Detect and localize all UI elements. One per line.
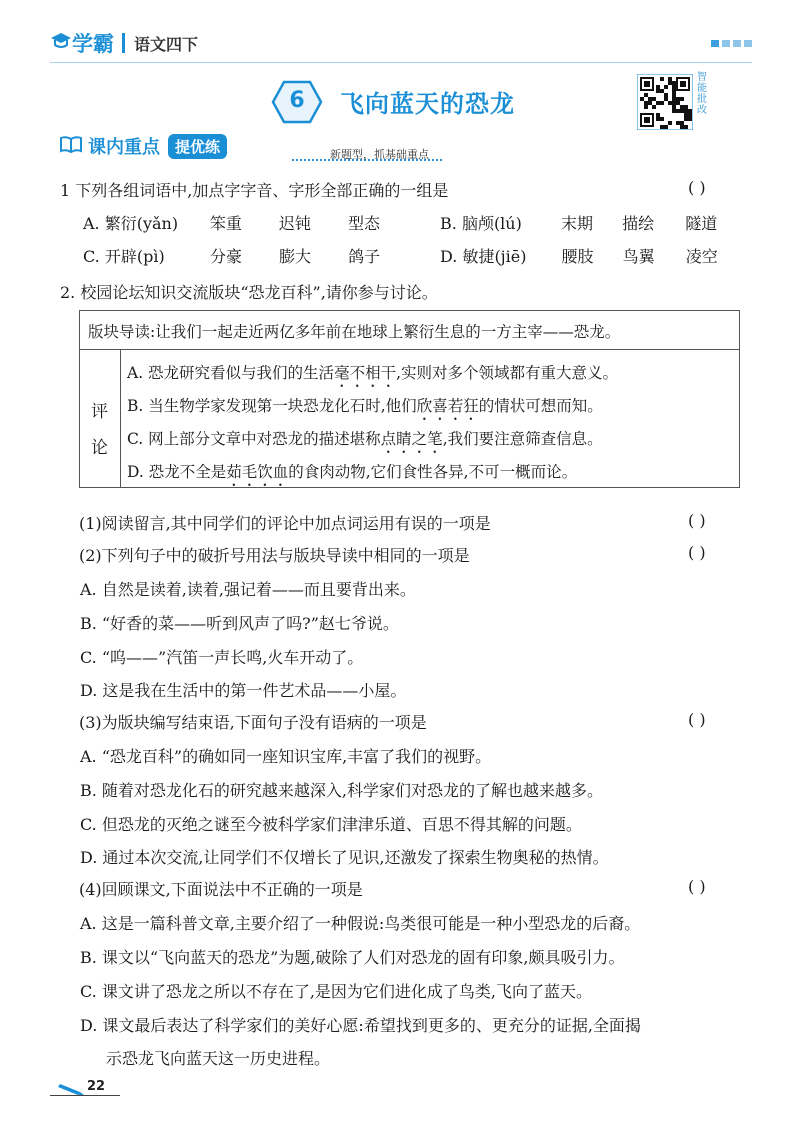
subject-label: 语文四下 [134, 34, 199, 54]
lesson-number: 6 [289, 88, 305, 113]
qr-code-icon[interactable] [637, 74, 693, 130]
q1-option-c: C. 开辟(pì) 分豪 膨大 鸽子 [83, 247, 381, 266]
section-title: 课内重点 [88, 137, 160, 158]
qr-caption: 智能批改 [697, 72, 707, 116]
page-number: 22 [87, 1079, 106, 1094]
q2-sub4-option-d: D. 课文最后表达了科学家们的美好心愿:希望找到更多的、更充分的证据,全面揭 [80, 1016, 641, 1035]
q2-sub2-option-a: A. 自然是读着,读着,强记着——而且要背出来。 [80, 580, 416, 599]
forum-comment-table [79, 310, 740, 488]
header-decoration [711, 40, 752, 47]
section-header [60, 132, 227, 160]
q2-sub2-answer-paren[interactable]: ( ) [688, 543, 706, 562]
q2-sub3-option-b: B. 随着对恐龙化石的研究越来越深入,科学家们对恐龙的了解也越来越多。 [80, 781, 604, 800]
q2-sub4-option-d-continued: 示恐龙飞向蓝天这一历史进程。 [106, 1049, 331, 1068]
pencil-icon [58, 1080, 84, 1100]
q2-sub3-option-d: D. 通过本次交流,让同学们不仅增长了见识,还激发了探索生物奥秘的热情。 [80, 848, 609, 867]
q2-sub2-stem: (2)下列句子中的破折号用法与版块导读中相同的一项是 [79, 546, 470, 565]
brand-divider [122, 33, 125, 53]
q1-option-a: A. 繁衍(yǎn) 笨重 迟钝 型态 [83, 214, 381, 233]
q2-sub3-option-c: C. 但恐龙的灭绝之谜至今被科学家们津津乐道、百思不得其解的问题。 [80, 815, 582, 834]
section-badge: 提优练 [168, 134, 227, 159]
q2-sub4-option-a: A. 这是一篇科普文章,主要介绍了一种假说:鸟类很可能是一种小型恐龙的后裔。 [80, 914, 641, 933]
forum-intro: 版块导读:让我们一起走近两亿多年前在地球上繁衍生息的一方主宰——恐龙。 [88, 323, 621, 341]
comment-d: D. 恐龙不全是茹毛饮血的食肉动物,它们食性各异,不可一概而论。 [127, 463, 578, 481]
q2-sub4-option-b: B. 课文以“飞向蓝天的恐龙”为题,破除了人们对恐龙的固有印象,颇具吸引力。 [80, 948, 625, 967]
comment-a: A. 恐龙研究看似与我们的生活毫不相干,实则对多个领域都有重大意义。 [127, 364, 619, 382]
q2-sub3-option-a: A. “恐龙百科”的确如同一座知识宝库,丰富了我们的视野。 [80, 747, 492, 766]
q1-option-d: D. 敏捷(jiē) 腰肢 鸟翼 凌空 [440, 247, 718, 266]
q1-stem: 1 下列各组词语中,加点字字音、字形全部正确的一组是 [60, 181, 449, 200]
q2-sub2-option-c: C. “呜——”汽笛一声长鸣,火车开动了。 [80, 648, 364, 667]
q2-sub3-stem: (3)为版块编写结束语,下面句子没有语病的一项是 [79, 713, 427, 732]
q2-sub4-answer-paren[interactable]: ( ) [688, 877, 706, 896]
q2-sub4-option-c: C. 课文讲了恐龙之所以不存在了,是因为它们进化成了鸟类,飞向了蓝天。 [80, 982, 593, 1001]
q2-sub2-option-d: D. 这是我在生活中的第一件艺术品——小屋。 [80, 681, 407, 700]
lesson-number-badge [271, 80, 323, 124]
section-note: 新题型，抓基础重点 [330, 148, 429, 161]
graduation-cap-icon [50, 31, 72, 55]
comment-side-label: 评 论 [80, 349, 121, 487]
book-icon [60, 135, 82, 157]
q2-stem: 2. 校园论坛知识交流版块“恐龙百科”,请你参与讨论。 [60, 283, 438, 302]
brand-logo: 学霸 [72, 32, 114, 56]
comment-c: C. 网上部分文章中对恐龙的描述堪称点睛之笔,我们要注意筛查信息。 [127, 430, 603, 448]
brand-header [50, 28, 198, 58]
footer-divider [50, 1095, 120, 1096]
comment-b: B. 当生物学家发现第一块恐龙化石时,他们欣喜若狂的情状可想而知。 [127, 397, 603, 415]
q2-sub2-option-b: B. “好香的菜——听到风声了吗?”赵七爷说。 [80, 614, 399, 633]
q2-sub4-stem: (4)回顾课文,下面说法中不正确的一项是 [79, 880, 363, 899]
q2-sub1-answer-paren[interactable]: ( ) [688, 511, 706, 530]
lesson-title: 飞向蓝天的恐龙 [340, 90, 515, 118]
table-intro-row [80, 311, 739, 350]
header-divider [50, 62, 752, 63]
q1-answer-paren[interactable]: ( ) [688, 178, 706, 197]
q1-option-b: B. 脑颅(lú) 末期 描绘 隧道 [440, 214, 718, 233]
q2-sub3-answer-paren[interactable]: ( ) [688, 710, 706, 729]
q2-sub1-stem: (1)阅读留言,其中同学们的评论中加点词运用有误的一项是 [79, 514, 491, 533]
